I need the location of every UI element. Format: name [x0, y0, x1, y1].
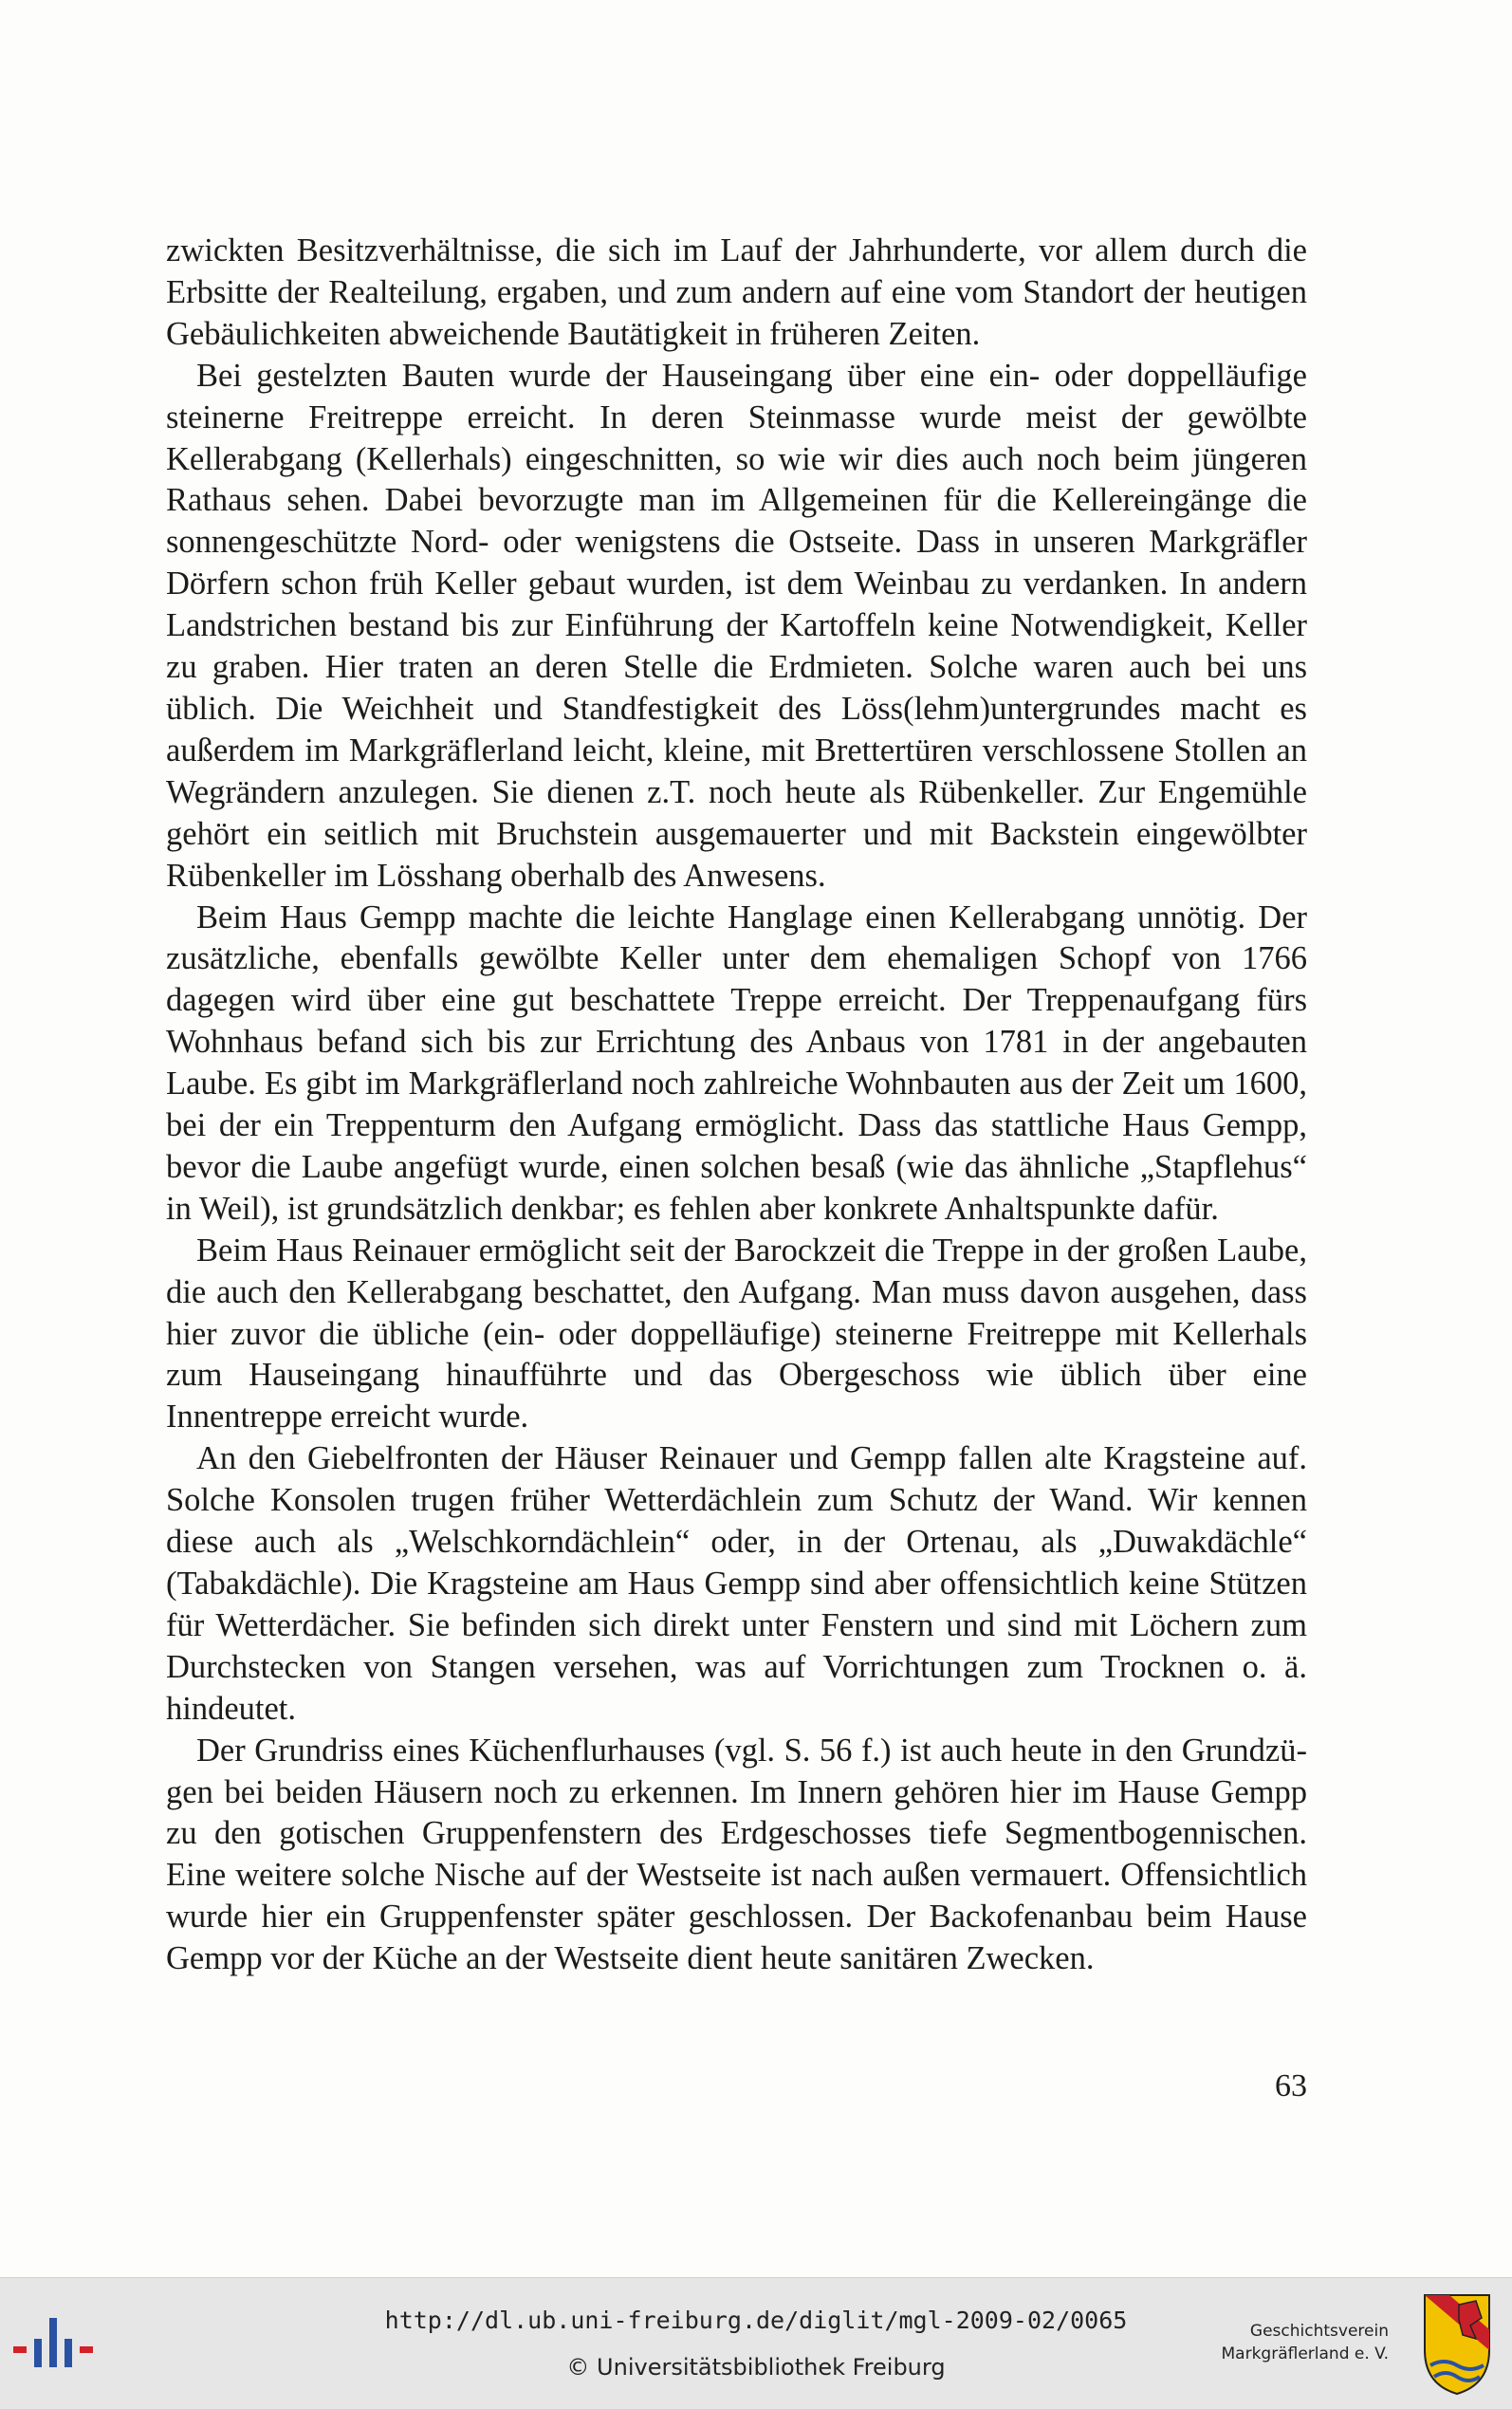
paragraph-6: Der Grundriss eines Küchenflurhauses (vgl. S. 56 f.) ist auch heute in den Grundzügen bei beiden Häusern noch zu erkennen. Im Innern gehören hier im Hause Gempp zu den gotischen Gruppenfenstern des Erdgeschosses tiefe Segmentbogennischen. Eine weitere solche Nische auf der Westseite ist nach außen vermauert. Offensichtlich wurde hier ein Gruppenfenster später geschlossen. Der Backofenanbau beim Hause Gempp vor der Küche an der Westseite dient heute sanitären Zwecken. — [166, 1732, 1307, 1977]
sponsor-name — [1218, 2320, 1389, 2365]
paragraph-5: An den Giebelfronten der Häuser Reinauer und Gempp fallen alte Kragsteine auf. Solche Konsolen trugen früher Wetterdächlein zum Schutz der Wand. Wir kennen diese auch als „Welschkorndächlein“ oder, in der Ortenau, als „Duwakdächle“ (Tabakdächle). Die Kragsteine am Haus Gempp sind aber offensichtlich keine Stützen für Wetterdächer. Sie befinden sich direkt unter Fenstern und sind mit Löchern zum Durchstecken von Stangen versehen, was auf Vorrichtungen zum Trocknen o. ä. hindeutet. — [166, 1440, 1307, 1727]
sponsor-line-1: Geschichtsverein — [1249, 2322, 1389, 2341]
paragraph-1: zwickten Besitzverhältnisse, die sich im Lauf der Jahrhunderte, vor allem durch die Erbsitte der Realteilung, ergaben, und zum andern auf eine vom Standort der heutigen Gebäulichkeiten abweichende Bautätigkeit in früheren Zeiten. — [166, 232, 1307, 352]
body-text — [166, 231, 1307, 1980]
paragraph-2: Bei gestelzten Bauten wurde der Hauseingang über eine ein- oder doppelläufige steinerne Freitreppe erreicht. In deren Steinmasse wurde meist der gewölbte Kellerabgang (Kellerhals) eingeschnitten, so wie wir dies auch noch beim jüngeren Rathaus sehen. Dabei bevorzugte man im Allgemeinen für die Kellereingänge die sonnengeschützte Nord- oder wenigstens die Ostseite. Dass in unseren Markgräfler Dörfern schon früh Keller gebaut wurden, ist dem Weinbau zu verdanken. In andern Landstrichen bestand bis zur Einführung der Kartoffeln keine Notwendigkeit, Keller zu graben. Hier traten an deren Stelle die Erdmieten. Solche waren auch bei uns üblich. Die Weichheit und Standfestigkeit des Löss(lehm)untergrundes macht es außerdem im Markgräflerland leicht, kleine, mit Brettertüren verschlossene Stollen an Wegrändern anzulegen. Sie dienen z.T. noch heute als Rübenkeller. Zur Engemühle gehört ein seitlich mit Bruchstein ausgemauerter und mit Backstein eingewölbter Rübenkeller im Lösshang oberhalb des Anwesens. — [166, 357, 1307, 894]
coat-of-arms-icon — [1421, 2291, 1493, 2398]
paragraph-3: Beim Haus Gempp machte die leichte Hanglage einen Kellerabgang unnötig. Der zusätzliche, ebenfalls gewölbte Keller unter dem ehemaligen Schopf von 1766 dagegen wird über eine gut beschattete Treppe erreicht. Der Treppenaufgang fürs Wohnhaus befand sich bis zur Errichtung des Anbaus von 1781 in der angebauten Laube. Es gibt im Markgräflerland noch zahlreiche Wohnbauten aus der Zeit um 1600, bei der ein Treppenturm den Aufgang ermöglicht. Dass das stattliche Haus Gempp, bevor die Laube angefügt wurde, einen solchen besaß (wie das ähnliche „Stapflehus“ in Weil), ist grundsätzlich denkbar; es fehlen aber konkrete Anhaltspunkte dafür. — [166, 899, 1307, 1227]
sponsor-line-2: Markgräflerland e. V. — [1221, 2344, 1389, 2363]
page-number: 63 — [1275, 2068, 1307, 2103]
paragraph-4: Beim Haus Reinauer ermöglicht seit der Barockzeit die Treppe in der großen Laube, die auch den Kellerabgang beschattet, den Aufgang. Man muss davon ausgehen, dass hier zuvor die übliche (ein- oder doppelläufige) steinerne Freitreppe mit Kellerhals zum Hauseingang hinaufführte und das Obergeschoss wie üblich über eine Innentreppe erreicht wurde. — [166, 1232, 1307, 1436]
permalink-url[interactable]: http://dl.ub.uni-freiburg.de/diglit/mgl-2009-02/0065 — [384, 2307, 1128, 2334]
copyright-notice: © Universitätsbibliothek Freiburg — [566, 2354, 946, 2381]
footer-bar — [0, 2277, 1512, 2409]
